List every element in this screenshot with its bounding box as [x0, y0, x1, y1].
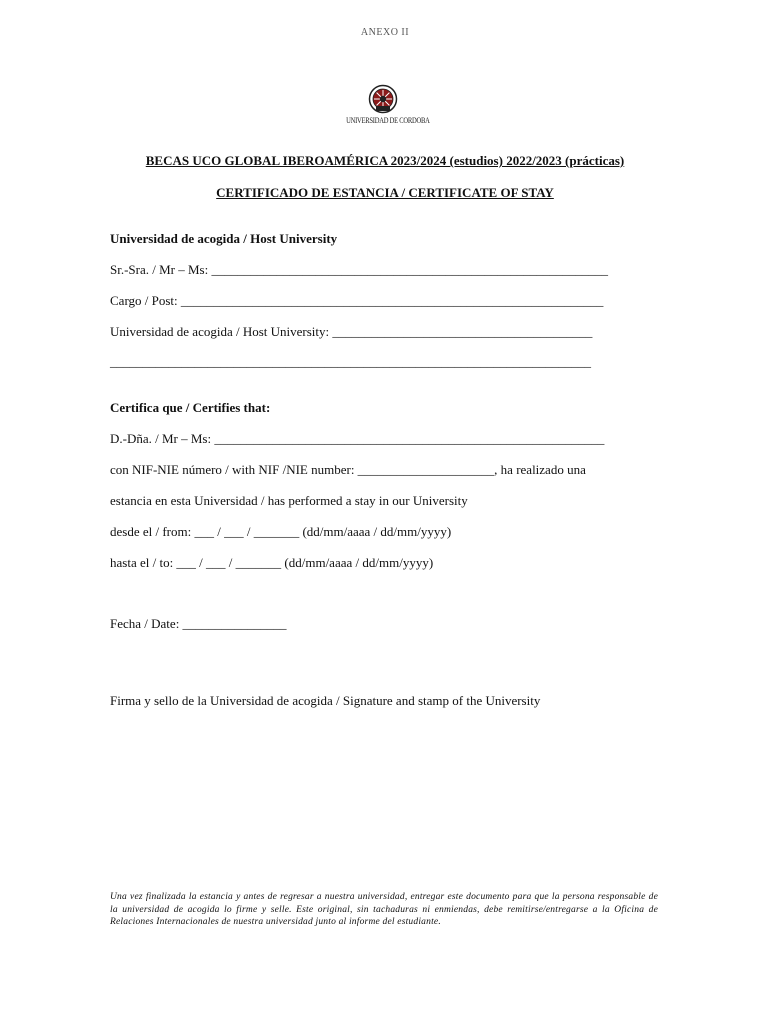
student-nif-field: con NIF-NIE número / with NIF /NIE number: _____________________, ha realizado una: [110, 462, 586, 477]
university-logo: [338, 84, 428, 125]
host-post-field: Cargo / Post: _________________________________________________________________: [110, 293, 604, 308]
stay-from-date-field: desde el / from: ___ / ___ / _______ (dd/mm/aaaa / dd/mm/yyyy): [110, 524, 452, 539]
certificate-title: CERTIFICADO DE ESTANCIA / CERTIFICATE OF STAY: [216, 185, 554, 200]
stay-statement: estancia en esta Universidad / has performed a stay in our University: [110, 493, 468, 508]
program-title: BECAS UCO GLOBAL IBEROAMÉRICA 2023/2024 (estudios) 2022/2023 (prácticas): [145, 153, 625, 168]
host-university-extra-line: __________________________________________________________________________: [110, 354, 591, 369]
student-name-field: D.-Dña. / Mr – Ms: ____________________________________________________________: [110, 431, 605, 446]
logo-text: UNIVERSIDAD DE CORDOBA: [346, 116, 430, 125]
host-name-field: Sr.-Sra. / Mr – Ms: _____________________________________________________________: [110, 262, 608, 277]
certify-section-heading: Certifica que / Certifies that:: [110, 400, 271, 415]
stay-to-date-field: hasta el / to: ___ / ___ / _______ (dd/mm/aaaa / dd/mm/yyyy): [110, 555, 434, 570]
signature-stamp-label: Firma y sello de la Universidad de acogida / Signature and stamp of the University: [110, 693, 541, 708]
footnote-instructions: Una vez finalizada la estancia y antes de regresar a nuestra universidad, entregar este documento para que la persona responsable de la universidad de acogida lo firme y selle. Este original, sin tachaduras ni enmiendas, debe remitirse/entregarse a la Oficina de Relaciones Internacionales de nuestra universidad junto al informe del estudiante.: [110, 892, 658, 927]
date-field: Fecha / Date: ________________: [110, 616, 287, 631]
host-section-heading: Universidad de acogida / Host University: [110, 231, 338, 246]
host-university-field: Universidad de acogida / Host University: ________________________________________: [110, 324, 593, 339]
university-crest-icon: [368, 84, 398, 114]
annex-label: ANEXO II: [360, 27, 410, 38]
